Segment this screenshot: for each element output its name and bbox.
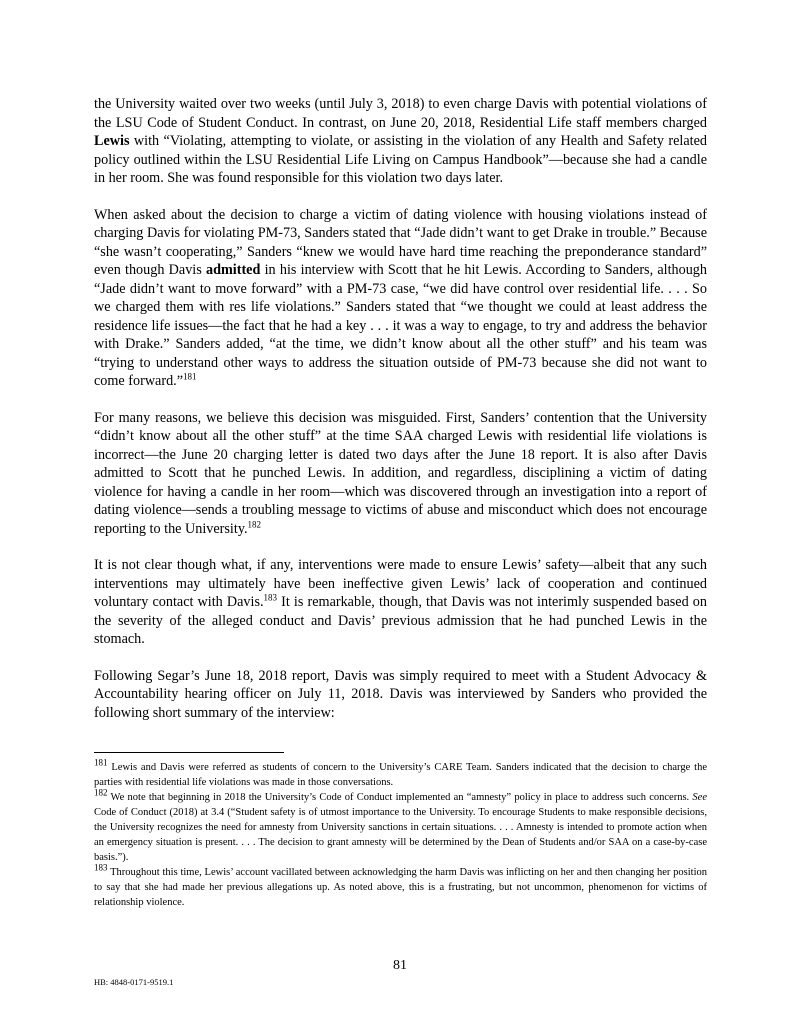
text-run: For many reasons, we believe this decision was misguided. First, Sanders’ contention that the University “didn’t know about all the other stuff” at the time SAA charged Lewis with residential life violations is incorrect—the June 20 charging letter is dated two days after the June 18 report. It is also after Davis admitted to Scott that he punched Lewis. In addition, and regardless, disciplining a victim of dating violence for having a candle in her room—which was discovered through an investigation into a report of dating violence—sends a troubling message to victims of abuse and misconduct which does not encourage reporting to the University. xyxy=(94,409,707,537)
footnote-separator xyxy=(94,752,284,753)
footnote-reference: 181 xyxy=(183,371,197,382)
text-run: When asked about the decision to charge a victim of dating violence with housing violations instead of charging Davis for violating PM-73, Sanders stated that “Jade didn’t want to get Drake in trouble.” Because “she wasn’t cooperating,” Sanders “knew we would have hard time reaching the preponderance standard” even though Davis xyxy=(94,206,707,278)
footnote-number: 182 xyxy=(94,787,108,798)
text-run: Following Segar’s June 18, 2018 report, Davis was simply required to meet with a Student Advocacy & Accountability hearing officer on July 11, 2018. Davis was interviewed by Sanders who provided the following short summary of the interview: xyxy=(94,667,707,721)
text-run: in his interview with Scott that he hit Lewis. According to Sanders, although “Jade didn’t want to move forward” with a PM-73 case, “we did have control over residential life. . . . So we charged them with res life violations.” Sanders stated that “we thought we could at least address the residence life issues—the fact that he had a key . . . it was a way to engage, to try and address the behavior with Drake.” Sanders added, “at the time, we didn’t know about all the other stuff” and his team was “trying to understand other ways to address the situation outside of PM-73 because she did not want to come forward.” xyxy=(94,262,707,389)
text-run: We note that beginning in 2018 the University’s Code of Conduct implemented an “amnesty” policy in place to address such concerns. xyxy=(107,792,693,803)
body-paragraph xyxy=(94,206,707,391)
body-paragraph xyxy=(94,667,707,723)
italic-text: See xyxy=(692,792,707,803)
page-number: 81 xyxy=(393,958,407,973)
text-run: Code of Conduct (2018) at 3.4 (“Student safety is of utmost importance to the University. To encourage Students to make responsible decisions, the University recognizes the need for amnesty from University sanctions in certain situations. . . . Amnesty is intended to promote action when an emergency situation is present. . . . The decision to grant amnesty will be determined by the Dean of Students and/or SAA on a case-by-case basis.”). xyxy=(94,807,707,863)
body-paragraph xyxy=(94,556,707,649)
text-run: It is remarkable, though, that Davis was not interimly suspended based on the severity of the alleged conduct and Davis’ previous admission that he had punched Lewis in the stomach. xyxy=(94,594,707,647)
footnote xyxy=(94,862,707,910)
footnote xyxy=(94,757,707,790)
footnotes xyxy=(94,757,707,910)
footnote-number: 181 xyxy=(94,757,108,768)
text-run: It is not clear though what, if any, interventions were made to ensure Lewis’ safety—albeit that any such interventions may ultimately have been ineffective given Lewis’ lack of cooperation and continued voluntary contact with Davis. xyxy=(94,557,707,610)
bold-text: Lewis xyxy=(94,133,130,149)
text-run: the University waited over two weeks (until July 3, 2018) to even charge Davis with potential violations of the LSU Code of Student Conduct. In contrast, on June 20, 2018, Residential Life staff members charged xyxy=(94,96,707,131)
text-run: Lewis and Davis were referred as students of concern to the University’s CARE Team. Sanders indicated that the decision to charge the parties with residential life violations was made in those conversations. xyxy=(94,762,707,788)
body-paragraph xyxy=(94,409,707,539)
body-paragraph xyxy=(94,95,707,188)
text-run: with “Violating, attempting to violate, or assisting in the violation of any Health and Safety related policy outlined within the LSU Residential Life Living on Campus Handbook”—because she had a candle in her room. She was found responsible for this violation two days later. xyxy=(94,133,707,186)
text-run: Throughout this time, Lewis’ account vacillated between acknowledging the harm Davis was inflicting on her and then changing her position to say that she had made her previous allegations up. As noted above, this is a frustrating, but not uncommon, phenomenon for victims of relationship violence. xyxy=(94,867,707,908)
footnote xyxy=(94,787,707,865)
document-id: HB: 4848-0171-9519.1 xyxy=(94,977,174,987)
bold-text: admitted xyxy=(205,262,261,278)
footnote-reference: 183 xyxy=(263,592,278,603)
body-text xyxy=(94,95,707,722)
footnote-reference: 182 xyxy=(247,518,262,529)
footnote-number: 183 xyxy=(94,862,108,873)
